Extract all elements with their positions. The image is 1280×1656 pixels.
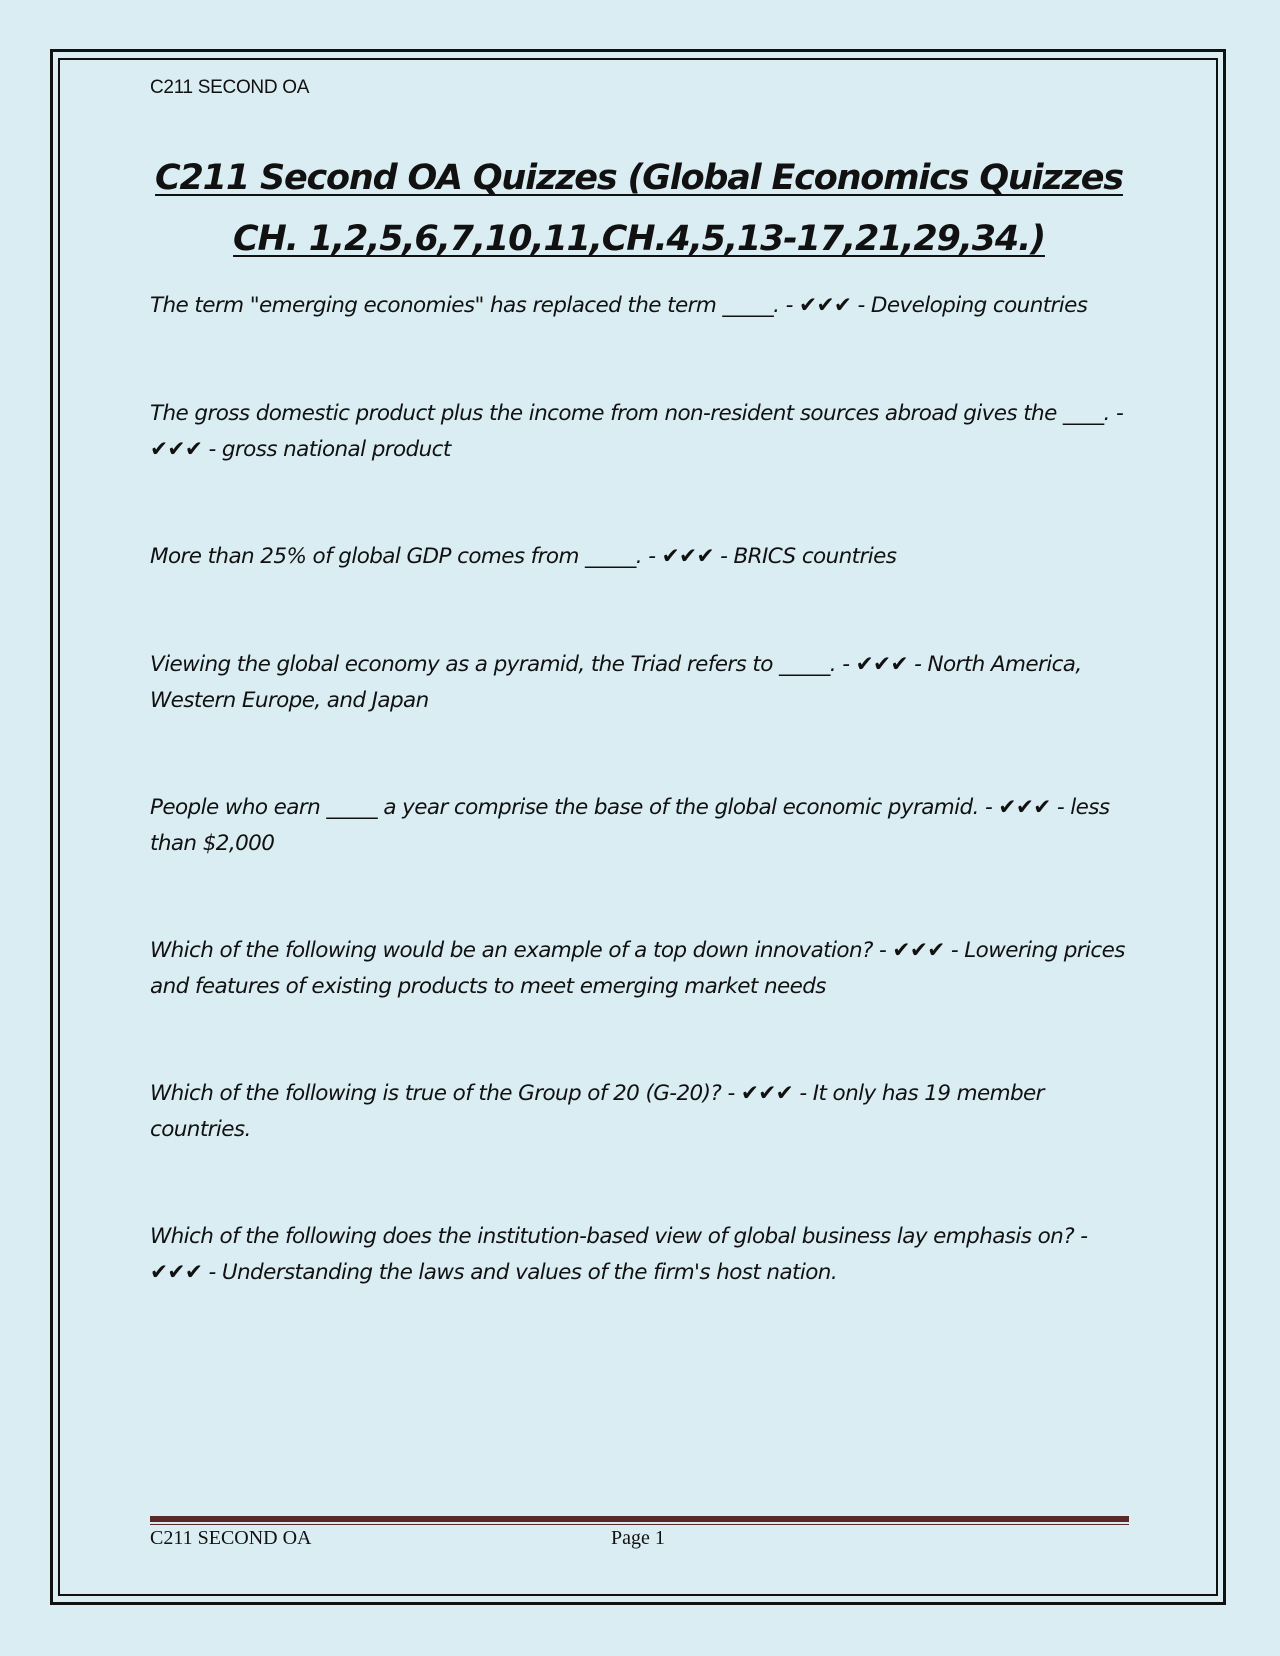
page-number: Page 1 xyxy=(611,1527,665,1549)
qa-item-5: People who earn _____ a year comprise the base of the global economic pyramid. - ✔✔✔ - less than $2,000 xyxy=(150,795,1110,856)
running-footer: C211 SECOND OA xyxy=(150,1527,312,1549)
qa-item-3: More than 25% of global GDP comes from _____. - ✔✔✔ - BRICS countries xyxy=(150,544,897,569)
running-header: C211 SECOND OA xyxy=(150,77,310,98)
qa-item-6: Which of the following would be an example of a top down innovation? - ✔✔✔ - Lowering prices and features of existing products to meet emerging market needs xyxy=(150,938,1125,999)
qa-item-4: Viewing the global economy as a pyramid, the Triad refers to _____. - ✔✔✔ - North America, Western Europe, and Japan xyxy=(150,652,1082,713)
qa-item-2: The gross domestic product plus the income from non-resident sources abroad gives the ____. - ✔✔✔ - gross national product xyxy=(150,401,1124,462)
qa-item-8: Which of the following does the institution-based view of global business lay emphasis on? - ✔✔✔ - Understanding the laws and values of the firm's host nation. xyxy=(150,1224,1088,1285)
footer-rule xyxy=(150,1516,1129,1526)
qa-list xyxy=(150,288,1130,1291)
qa-item-7: Which of the following is true of the Group of 20 (G-20)? - ✔✔✔ - It only has 19 member countries. xyxy=(150,1081,1044,1142)
page-title: C211 Second OA Quizzes (Global Economics Quizzes CH. 1,2,5,6,7,10,11,CH.4,5,13-17,21,29,34.) xyxy=(155,158,1123,259)
qa-item-1: The term "emerging economies" has replaced the term _____. - ✔✔✔ - Developing countries xyxy=(150,293,1088,318)
